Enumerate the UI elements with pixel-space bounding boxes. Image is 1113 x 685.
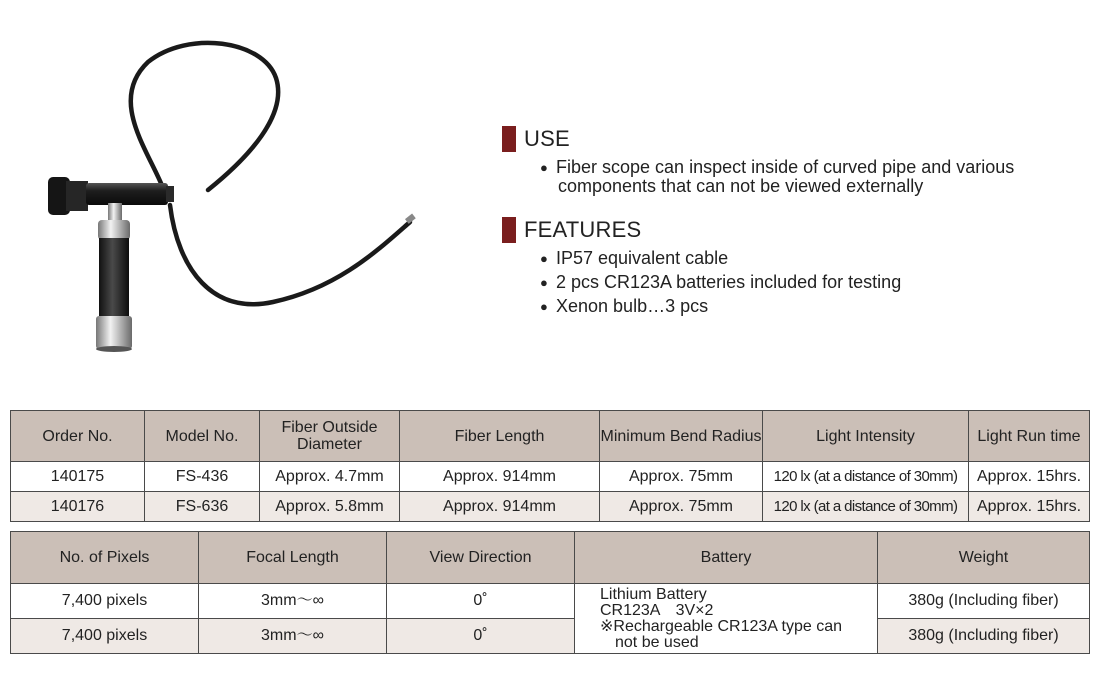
header-no-of-pixels: No. of Pixels: [11, 532, 199, 584]
cell-focal-length: 3mm～∞: [199, 619, 387, 654]
table-header-row: [11, 411, 1090, 462]
cell-weight: 380g (Including fiber): [878, 619, 1090, 654]
feature-item: ● Xenon bulb…3 pcs: [540, 297, 901, 316]
table-row: [11, 619, 1090, 654]
cell-light-intensity: 120 lx (at a distance of 30mm): [763, 492, 969, 522]
cell-light-intensity: 120 lx (at a distance of 30mm): [763, 462, 969, 492]
cell-order-no: 140175: [11, 462, 145, 492]
feature-item: ● 2 pcs CR123A batteries included for testing: [540, 273, 901, 292]
cell-light-run-time: Approx. 15hrs.: [969, 492, 1090, 522]
fiber-scope-image: [38, 40, 458, 360]
battery-line-2: CR123A 3V×2: [600, 601, 714, 619]
header-fiber-length: Fiber Length: [400, 411, 600, 462]
table-header-row: [11, 532, 1090, 584]
cell-model-no: FS-636: [145, 492, 260, 522]
header-focal-length: Focal Length: [199, 532, 387, 584]
table-row: [11, 462, 1090, 492]
heading-accent-bar: [502, 126, 516, 152]
cell-no-of-pixels: 7,400 pixels: [11, 584, 199, 619]
header-fiber-outside-diameter: Fiber Outside Diameter: [260, 411, 400, 462]
heading-accent-bar: [502, 217, 516, 243]
spec-table-1: [10, 410, 1090, 522]
cell-battery: [575, 584, 878, 654]
cell-fiber-length: Approx. 914mm: [400, 462, 600, 492]
cell-view-direction: 0˚: [387, 584, 575, 619]
use-item-line-2: components that can not be viewed externally: [558, 176, 924, 196]
spec-table-2: [10, 531, 1090, 654]
header-model-no: Model No.: [145, 411, 260, 462]
cell-model-no: FS-436: [145, 462, 260, 492]
features-heading-text: FEATURES: [524, 217, 642, 242]
cell-light-run-time: Approx. 15hrs.: [969, 462, 1090, 492]
battery-line-3: ※Rechargeable CR123A type can: [600, 617, 842, 635]
cell-weight: 380g (Including fiber): [878, 584, 1090, 619]
table-row: [11, 584, 1090, 619]
header-minimum-bend-radius: Minimum Bend Radius: [600, 411, 763, 462]
use-section: [502, 126, 1014, 201]
cell-focal-length: 3mm～∞: [199, 584, 387, 619]
features-list: [540, 249, 901, 316]
use-heading-text: USE: [524, 126, 570, 151]
header-weight: Weight: [878, 532, 1090, 584]
cell-view-direction: 0˚: [387, 619, 575, 654]
feature-item: ● IP57 equivalent cable: [540, 249, 901, 268]
header-light-intensity: Light Intensity: [763, 411, 969, 462]
header-battery: Battery: [575, 532, 878, 584]
header-view-direction: View Direction: [387, 532, 575, 584]
table-row: [11, 492, 1090, 522]
use-item: [540, 158, 1014, 196]
cell-order-no: 140176: [11, 492, 145, 522]
cell-fiber-outside-diameter: Approx. 4.7mm: [260, 462, 400, 492]
use-list: [540, 158, 1014, 196]
header-light-run-time: Light Run time: [969, 411, 1090, 462]
features-section: [502, 217, 901, 321]
battery-line-4: not be used: [615, 633, 699, 651]
cell-no-of-pixels: 7,400 pixels: [11, 619, 199, 654]
use-item-line-1: ● Fiber scope can inspect inside of curved pipe and various: [556, 157, 1015, 177]
features-heading: [502, 217, 901, 243]
battery-line-1: Lithium Battery: [600, 585, 707, 603]
use-heading: [502, 126, 1014, 152]
cell-minimum-bend-radius: Approx. 75mm: [600, 492, 763, 522]
cell-fiber-outside-diameter: Approx. 5.8mm: [260, 492, 400, 522]
cell-fiber-length: Approx. 914mm: [400, 492, 600, 522]
cell-minimum-bend-radius: Approx. 75mm: [600, 462, 763, 492]
header-order-no: Order No.: [11, 411, 145, 462]
